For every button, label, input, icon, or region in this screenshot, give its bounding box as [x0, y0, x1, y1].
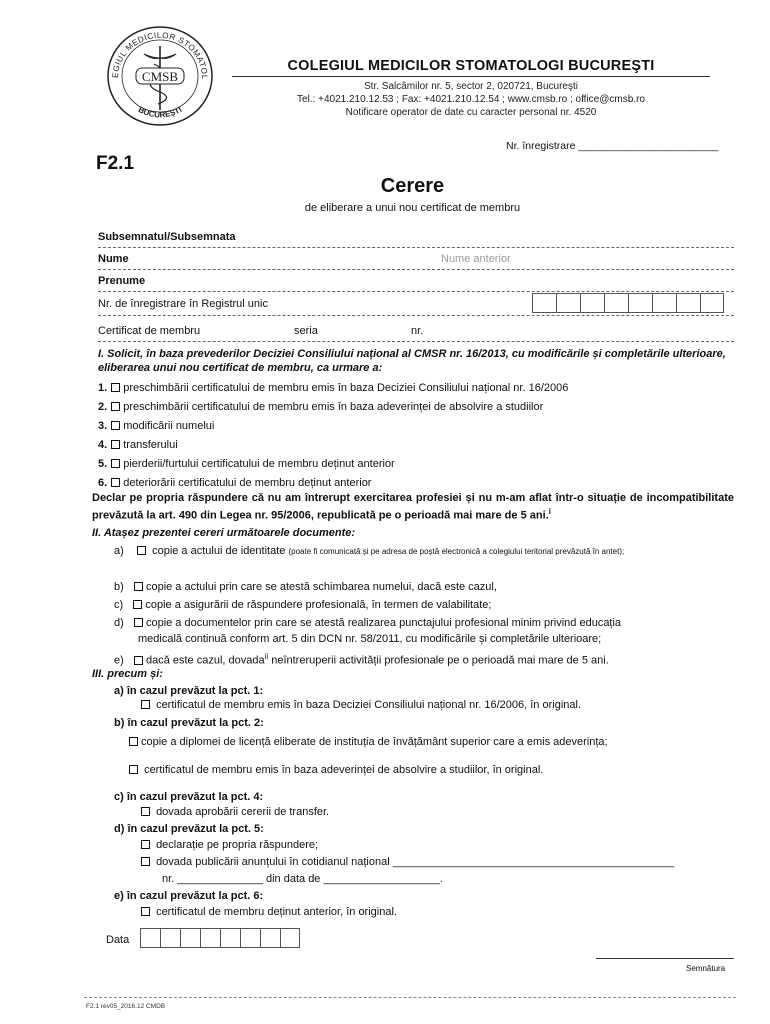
case-e-1[interactable]: certificatul de membru deținut anterior, în original.: [140, 905, 770, 919]
checkbox-icon[interactable]: [134, 618, 143, 627]
doc-c[interactable]: c) copie a asigurării de răspundere profesională, în termen de valabilitate;: [114, 599, 492, 611]
footer-code: F2.1 rev05_2016.12 CMDB: [86, 1003, 166, 1010]
checkbox-icon[interactable]: [133, 600, 142, 609]
registru-label: Nr. de înregistrare în Registrul unic: [98, 298, 268, 310]
checkbox-icon[interactable]: [137, 546, 146, 555]
org-contact: Tel.: +4021.210.12.53 ; Fax: +4021.210.12.54 ; www.cmsb.ro ; office@cmsb.ro: [297, 94, 645, 105]
declaration: Declar pe propria răspundere că nu am întrerupt exercitarea profesiei și nu m-am aflat într-o situație de incompatibilitate prevăzută la art. 490 din Legea nr. 95/2006, republicată pe o perioadă mai mare de 5 ani.$^i$: [92, 492, 734, 522]
nume-label: Nume: [98, 253, 129, 265]
checkbox-icon[interactable]: [111, 421, 120, 430]
signature-label: Semnătura: [686, 964, 726, 973]
doc-e[interactable]: e) dacă este cazul, dovada$^{ii}$ neîntreruperii activității profesionale pe o perioadă mai mare de 5 ani.: [114, 652, 609, 667]
org-name: COLEGIUL MEDICILOR STOMATOLOGI BUCUREŞTI: [232, 58, 710, 77]
case-e: e) în cazul prevăzut la pct. 6:: [114, 890, 264, 902]
nume-anterior-label: Nume anterior: [441, 253, 511, 265]
option-4[interactable]: 4. transferului: [98, 439, 178, 451]
case-b-1[interactable]: copie a diplomei de licență eliberate de instituția de învățământ superior care a emis adeverința;: [128, 735, 768, 749]
option-3[interactable]: 3. modificării numelui: [98, 420, 215, 432]
subsemnatul-row[interactable]: [98, 227, 734, 248]
checkbox-icon[interactable]: [141, 840, 150, 849]
case-d-2[interactable]: dovada publicării anunțului în cotidianul național ______________________________________________: [140, 855, 740, 869]
nr-label: nr.: [411, 325, 424, 337]
prenume-row[interactable]: [98, 271, 734, 292]
section3-title: III. precum și:: [92, 668, 163, 680]
checkbox-icon[interactable]: [134, 656, 143, 665]
registru-row: [98, 293, 734, 316]
checkbox-icon[interactable]: [111, 478, 120, 487]
footer-divider: [84, 997, 736, 998]
logo-center-text: CMSB: [141, 69, 179, 84]
logo-bottom-text: BUCUREȘTI: [136, 104, 184, 120]
prenume-label: Prenume: [98, 275, 146, 287]
option-5[interactable]: 5. pierderii/furtului certificatului de membru deținut anterior: [98, 458, 395, 470]
section1-intro: I. Solicit, în baza prevederilor Deciziei Consiliului național al CMSR nr. 16/2013, cu modificările și completările ulterioare, eliberarea unui nou certificat de membru, ca urmare a:: [98, 348, 726, 374]
doc-a[interactable]: a) copie a actului de identitate (poate fi comunicată și pe adresa de poștă electronică a colegiului teritorial prevăzută în antet);: [114, 545, 625, 557]
case-b-2[interactable]: certificatul de membru emis în baza adeverinței de absolvire a studiilor, în original.: [128, 763, 768, 777]
subsemnatul-label: Subsemnatul/Subsemnata: [98, 231, 236, 243]
checkbox-icon[interactable]: [111, 440, 120, 449]
checkbox-icon[interactable]: [111, 383, 120, 392]
registration-number-field[interactable]: Nr. înregistrare ________________________: [506, 140, 719, 152]
case-b: b) în cazul prevăzut la pct. 2:: [114, 717, 264, 729]
case-d: d) în cazul prevăzut la pct. 5:: [114, 823, 264, 835]
doc-d[interactable]: d) copie a documentelor prin care se atestă realizarea punctajului profesional minim privind educația: [114, 617, 622, 629]
cmsb-logo: [104, 24, 216, 128]
date-label: Data: [106, 934, 130, 946]
page-subtitle: de eliberare a unui nou certificat de membru: [304, 202, 521, 214]
data-notice: Notificare operator de date cu caracter personal nr. 4520: [345, 107, 597, 118]
date-boxes[interactable]: [140, 928, 300, 948]
checkbox-icon[interactable]: [129, 737, 138, 746]
checkbox-icon[interactable]: [134, 582, 143, 591]
certificat-label: Certificat de membru: [98, 325, 201, 337]
doc-d-cont: medicală continuă conform art. 5 din DCN nr. 58/2011, cu modificările și completările ulterioare;: [138, 633, 602, 645]
case-c-1[interactable]: dovada aprobării cererii de transfer.: [140, 805, 770, 819]
checkbox-icon[interactable]: [141, 700, 150, 709]
option-6[interactable]: 6. deteriorării certificatului de membru deținut anterior: [98, 477, 372, 489]
section2-title: II. Atașez prezentei cereri următoarele documente:: [92, 527, 356, 539]
case-c: c) în cazul prevăzut la pct. 4:: [114, 791, 264, 803]
signature-line[interactable]: [596, 958, 734, 959]
case-a-1[interactable]: certificatul de membru emis în baza Deciziei Consiliului național nr. 16/2006, în original.: [140, 698, 770, 712]
checkbox-icon[interactable]: [111, 459, 120, 468]
option-1[interactable]: 1. preschimbării certificatului de membru emis în baza Deciziei Consiliului național nr. 16/2006: [98, 382, 569, 394]
checkbox-icon[interactable]: [111, 402, 120, 411]
case-a: a) în cazul prevăzut la pct. 1:: [114, 685, 264, 697]
page-title: Cerere: [380, 175, 445, 197]
logo-top-text: EGIUL MEDICILOR STOMATOL: [110, 30, 210, 80]
certificat-row[interactable]: [98, 321, 734, 342]
org-address: Str. Salcâmilor nr. 5, sector 2, 020721, Bucureşti: [364, 81, 578, 92]
registru-digit-boxes[interactable]: [532, 293, 724, 313]
checkbox-icon[interactable]: [141, 857, 150, 866]
caduceus-seal-icon: [104, 24, 216, 128]
form-code: F2.1: [96, 153, 135, 174]
case-d-1[interactable]: declarație pe propria răspundere;: [140, 838, 770, 852]
nume-row[interactable]: [98, 249, 734, 270]
doc-b[interactable]: b) copie a actului prin care se atestă schimbarea numelui, dacă este cazul,: [114, 581, 497, 593]
option-2[interactable]: 2. preschimbării certificatului de membru emis în baza adeverinței de absolvire a studiilor: [98, 401, 544, 413]
checkbox-icon[interactable]: [141, 807, 150, 816]
checkbox-icon[interactable]: [129, 765, 138, 774]
case-d-3[interactable]: nr. ______________ din data de ___________________.: [162, 873, 443, 885]
checkbox-icon[interactable]: [141, 907, 150, 916]
seria-label: seria: [294, 325, 318, 337]
